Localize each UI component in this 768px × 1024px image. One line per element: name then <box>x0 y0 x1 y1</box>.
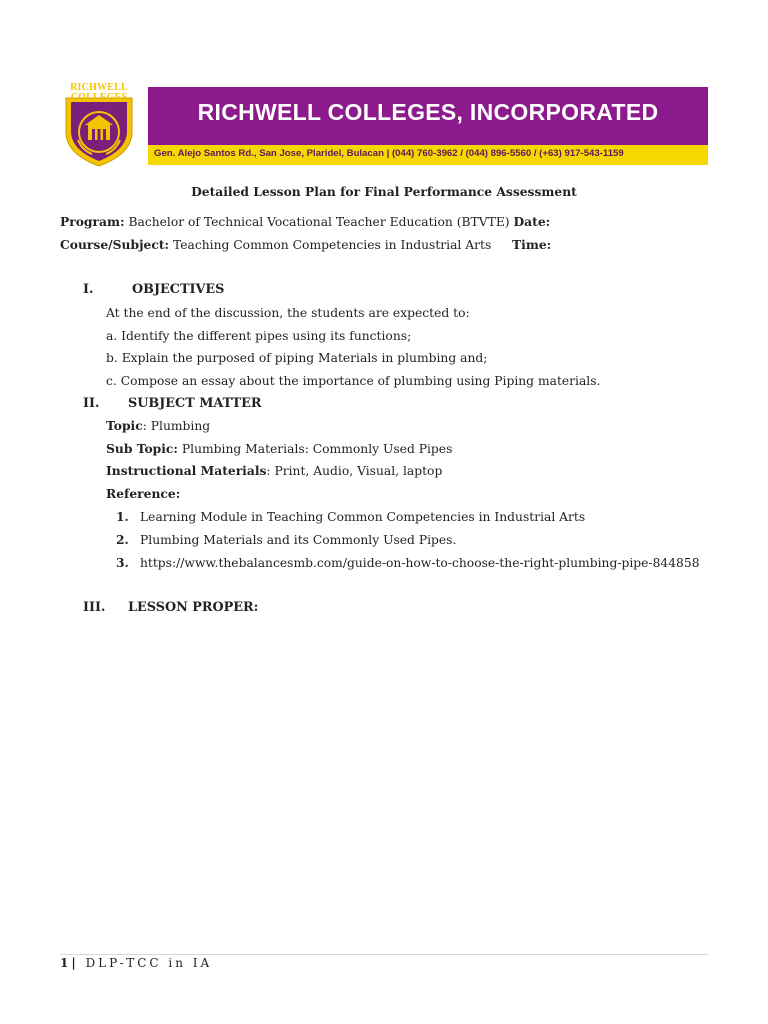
reference-number: 3. <box>116 555 129 570</box>
objective-item: b. Explain the purposed of piping Materials in plumbing and; <box>106 351 488 365</box>
subject-matter-heading: SUBJECT MATTER <box>128 396 262 411</box>
materials-value: : Print, Audio, Visual, laptop <box>266 464 443 478</box>
objective-item: c. Compose an essay about the importance of plumbing using Piping materials. <box>106 374 601 388</box>
program-value: Bachelor of Technical Vocational Teacher Education (BTVTE) <box>128 215 510 229</box>
materials-row <box>106 463 442 479</box>
date-label: Date: <box>513 214 551 229</box>
subject-matter-number: II. <box>83 396 100 411</box>
objective-item: a. Identify the different pipes using its functions; <box>106 329 412 343</box>
footer-divider <box>60 954 708 955</box>
objectives-intro: At the end of the discussion, the students are expected to: <box>106 306 470 320</box>
topic-value: : Plumbing <box>142 419 211 433</box>
course-value: Teaching Common Competencies in Industrial Arts <box>172 238 492 252</box>
topic-label: Topic <box>106 418 143 433</box>
time-label: Time: <box>512 237 552 252</box>
reference-item: Learning Module in Teaching Common Competencies in Industrial Arts <box>140 510 586 524</box>
topic-row <box>106 418 210 434</box>
footer-separator: | <box>71 956 79 970</box>
subtopic-row <box>106 441 452 457</box>
reference-number: 1. <box>116 509 129 524</box>
materials-label: Instructional Materials <box>106 463 267 478</box>
course-row <box>60 237 491 253</box>
course-label: Course/Subject: <box>60 237 170 252</box>
reference-label: Reference: <box>106 486 181 501</box>
reference-link[interactable]: https://www.thebalancesmb.com/guide-on-how-to-choose-the-right-plumbing-pipe-844858 <box>140 556 700 570</box>
reference-item: Plumbing Materials and its Commonly Used Pipes. <box>140 533 457 547</box>
address-stripe <box>148 145 708 165</box>
subtopic-value: Plumbing Materials: Commonly Used Pipes <box>181 442 453 456</box>
footer-label: DLP-TCC in IA <box>85 956 213 970</box>
program-label: Program: <box>60 214 125 229</box>
subtopic-label: Sub Topic: <box>106 441 178 456</box>
page-footer <box>60 956 212 970</box>
lesson-proper-heading: LESSON PROPER: <box>128 600 259 615</box>
document-title: Detailed Lesson Plan for Final Performance Assessment <box>191 184 577 199</box>
objectives-number: I. <box>83 282 94 297</box>
lesson-proper-number: III. <box>83 600 106 615</box>
institution-name: RICHWELL COLLEGES, INCORPORATED <box>197 99 659 125</box>
institution-address: Gen. Alejo Santos Rd., San Jose, Plaridel, Bulacan | (044) 760-3962 / (044) 896-5560 / (+63) 917-543-1159 <box>154 148 624 159</box>
logo-lettering: RICHWELL COLLEGES <box>70 82 128 103</box>
program-row <box>60 214 550 230</box>
page-number: 1 <box>60 956 72 970</box>
header-banner <box>148 87 708 145</box>
reference-number: 2. <box>116 532 129 547</box>
objectives-heading: OBJECTIVES <box>132 282 225 297</box>
